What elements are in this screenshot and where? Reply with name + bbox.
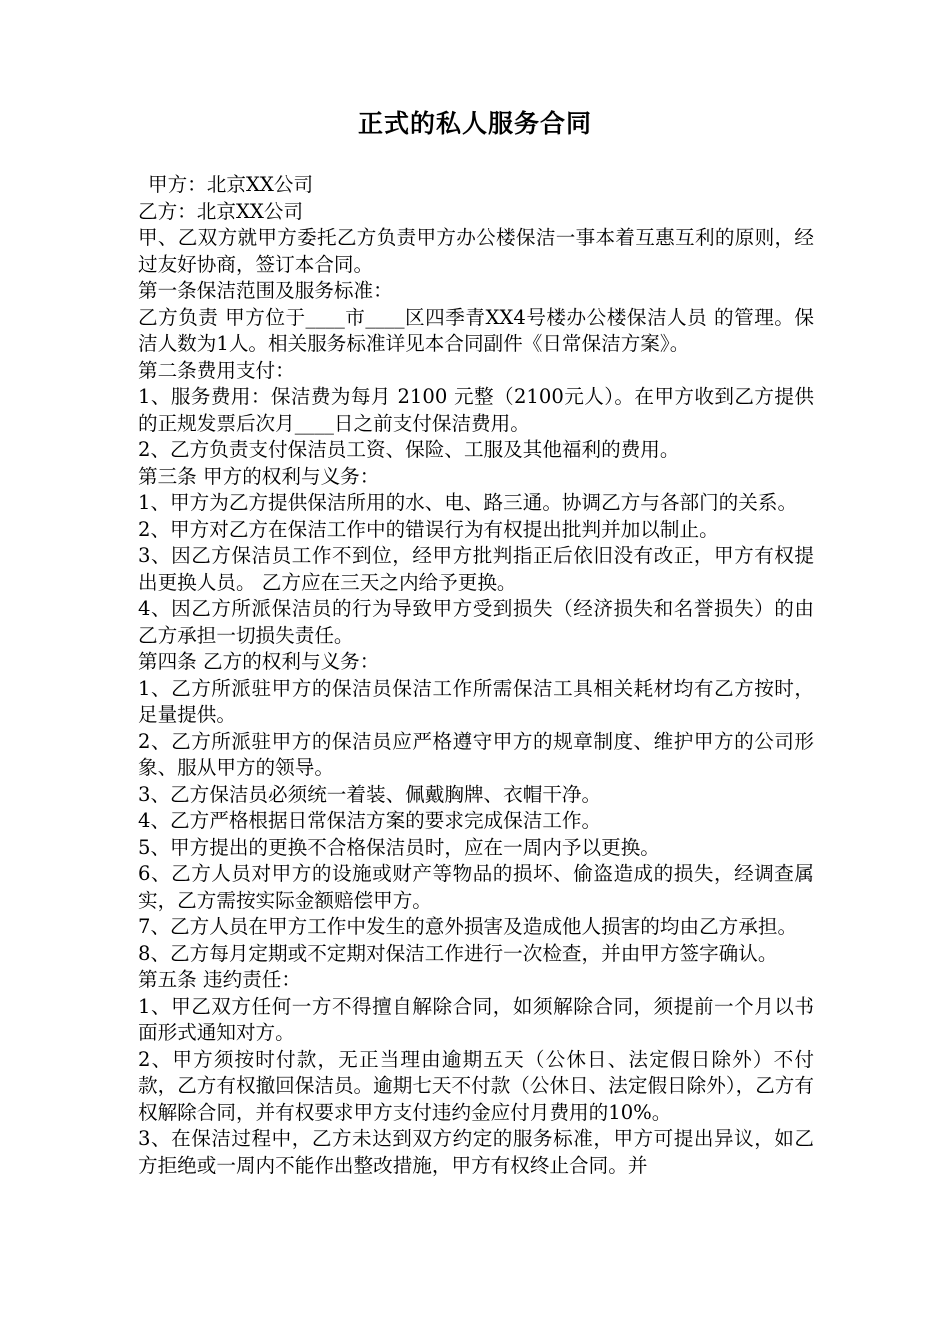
article-1-text: 乙方负责 甲方位于____市____区四季青XX4号楼办公楼保洁人员 的管理。保洁人数为1人。相关服务标准详见本合同副件《日常保洁方案》。: [138, 305, 814, 355]
preamble-paragraph: 甲、乙双方就甲方委托乙方负责甲方办公楼保洁一事本着互惠互利的原则，经过友好协商，签订本合同。: [138, 226, 814, 276]
article-5-item-2: 2、甲方须按时付款，无正当理由逾期五天（公休日、法定假日除外）不付款，乙方有权撤回保洁员。逾期七天不付款（公休日、法定假日除外），乙方有权解除合同，并有权要求甲方支付违约金应付月费用的10%。: [138, 1047, 814, 1124]
article-5-item-1: 1、甲乙双方任何一方不得擅自解除合同，如须解除合同，须提前一个月以书面形式通知对方。: [138, 994, 814, 1044]
article-4-item-8: 8、乙方每月定期或不定期对保洁工作进行一次检查，并由甲方签字确认。: [138, 941, 778, 965]
article-3-item-4: 4、因乙方所派保洁员的行为导致甲方受到损失（经济损失和名誉损失）的由乙方承担一切损失责任。: [138, 597, 814, 647]
contract-body: [138, 172, 814, 1179]
party-a-line: 甲方：北京XX公司: [148, 173, 314, 196]
article-5-item-3: 3、在保洁过程中，乙方未达到双方约定的服务标准，甲方可提出异议，如乙方拒绝或一周内不能作出整改措施，甲方有权终止合同。并: [138, 1127, 814, 1177]
party-b-line: 乙方：北京XX公司: [138, 199, 304, 223]
article-3-item-1: 1、甲方为乙方提供保洁所用的水、电、路三通。协调乙方与各部门的关系。: [138, 491, 798, 514]
article-4-item-5: 5、甲方提出的更换不合格保洁员时，应在一周内予以更换。: [138, 835, 660, 859]
article-4-item-7: 7、乙方人员在甲方工作中发生的意外损害及造成他人损害的均由乙方承担。: [138, 915, 798, 938]
article-4-item-2: 2、乙方所派驻甲方的保洁员应严格遵守甲方的规章制度、维护甲方的公司形象、服从甲方的领导。: [138, 729, 814, 779]
article-4-item-6: 6、乙方人员对甲方的设施或财产等物品的损坏、偷盗造成的损失，经调查属实，乙方需按实际金额赔偿甲方。: [138, 862, 814, 912]
article-4-item-1: 1、乙方所派驻甲方的保洁员保洁工作所需保洁工具相关耗材均有乙方按时，足量提供。: [138, 676, 814, 726]
article-4-item-3: 3、乙方保洁员必须统一着装、佩戴胸牌、衣帽干净。: [138, 782, 602, 806]
article-3-heading: 第三条 甲方的权利与义务：: [138, 464, 380, 488]
article-3-item-3: 3、因乙方保洁员工作不到位，经甲方批判指正后依旧没有改正，甲方有权提出更换人员。 乙方应在三天之内给予更换。: [138, 544, 814, 594]
article-1-heading: 第一条保洁范围及服务标准：: [138, 279, 393, 302]
article-2-heading: 第二条费用支付：: [138, 358, 295, 382]
page-title: 正式的私人服务合同: [357, 109, 592, 138]
article-4-item-4: 4、乙方严格根据日常保洁方案的要求完成保洁工作。: [138, 809, 602, 832]
article-4-heading: 第四条 乙方的权利与义务：: [138, 650, 380, 673]
article-3-item-2: 2、甲方对乙方在保洁工作中的错误行为有权提出批判并加以制止。: [138, 517, 719, 541]
article-2-item-1: 1、服务费用：保洁费为每月 2100 元整（2100元人）。在甲方收到乙方提供的正规发票后次月____日之前支付保洁费用。: [138, 385, 814, 435]
article-5-heading: 第五条 违约责任：: [138, 968, 301, 991]
article-2-item-2: 2、乙方负责支付保洁员工资、保险、工服及其他福利的费用。: [138, 438, 680, 461]
